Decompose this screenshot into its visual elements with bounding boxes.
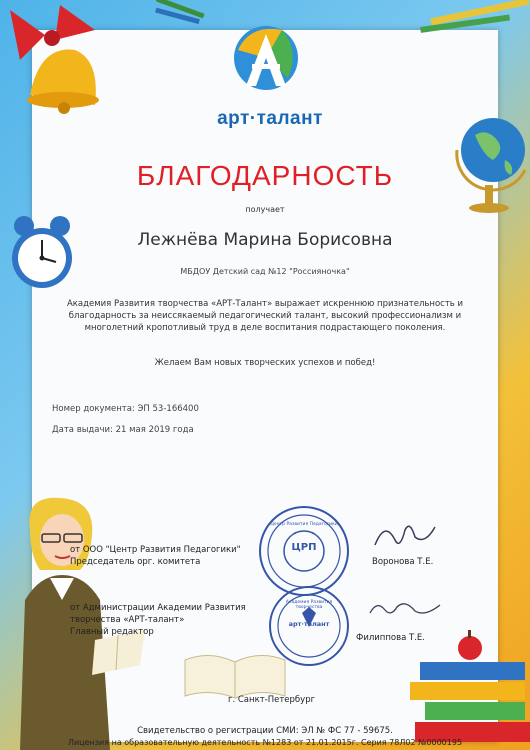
message-line: Академия Развития творчества «АРТ-Талант» выражает искреннюю признательность и	[66, 299, 464, 309]
recipient-name: Лежнёва Марина Борисовна	[137, 230, 393, 250]
alarm-clock-icon	[8, 212, 78, 302]
signer2-name: Филиппова Т.Е.	[356, 633, 426, 643]
city-label: г. Санкт-Петербург	[228, 695, 316, 705]
organization-name: МБДОУ Детский сад №12 "Россияночка"	[180, 267, 350, 276]
stamp2-ring-text: Академия Развития творчества	[285, 600, 333, 610]
message-line: благодарность за неиссякаемый педагогический талант, высокий профессионализм и	[68, 311, 462, 321]
stamp1-ring-text: Центр Развития Педагогики	[270, 522, 338, 527]
stamp2-center-text: арт·талант	[288, 620, 330, 628]
art-talant-logo-icon	[230, 20, 302, 100]
issue-date: Дата выдачи: 21 мая 2019 года	[52, 425, 194, 435]
pencils-icon	[150, 0, 210, 30]
signer2-org: от Администрации Академии Развития	[70, 603, 246, 613]
stamp1-center-text: ЦРП	[291, 542, 317, 553]
footer-block	[32, 726, 498, 748]
signer1-org: от ООО "Центр Развития Педагогики"	[70, 545, 241, 555]
signature-block-2	[70, 602, 246, 638]
signer1-role: Председатель орг. комитета	[70, 557, 201, 567]
footer-license: Лицензия на образовательную деятельность №1283 от 21.01.2015г. Серия 78Л02 №0000195	[67, 738, 463, 747]
signer1-name: Воронова Т.Е.	[372, 557, 434, 567]
signature-scribble-1	[370, 515, 440, 555]
footer-registration: Свидетельство о регистрации СМИ: ЭЛ № ФС 77 - 59675.	[137, 726, 393, 736]
signature-scribble-2	[365, 595, 445, 625]
signer2-org-2: творчества «АРТ-талант»	[70, 615, 185, 625]
wish-text: Желаем Вам новых творческих успехов и побед!	[154, 358, 376, 368]
page-title: БЛАГОДАРНОСТЬ	[136, 160, 394, 191]
receives-label: получает	[245, 205, 285, 214]
pencils-icon	[410, 0, 530, 40]
message-line: многолетний кропотливый труд в деле воспитания подрастающего поколения.	[84, 323, 446, 333]
message-block	[32, 298, 498, 334]
signature-block-1	[70, 544, 241, 568]
signer2-role: Главный редактор	[70, 627, 154, 637]
logo-name: арт·талант	[217, 108, 323, 129]
bell-icon	[0, 0, 120, 130]
document-number: Номер документа: ЭП 53-166400	[52, 404, 199, 414]
